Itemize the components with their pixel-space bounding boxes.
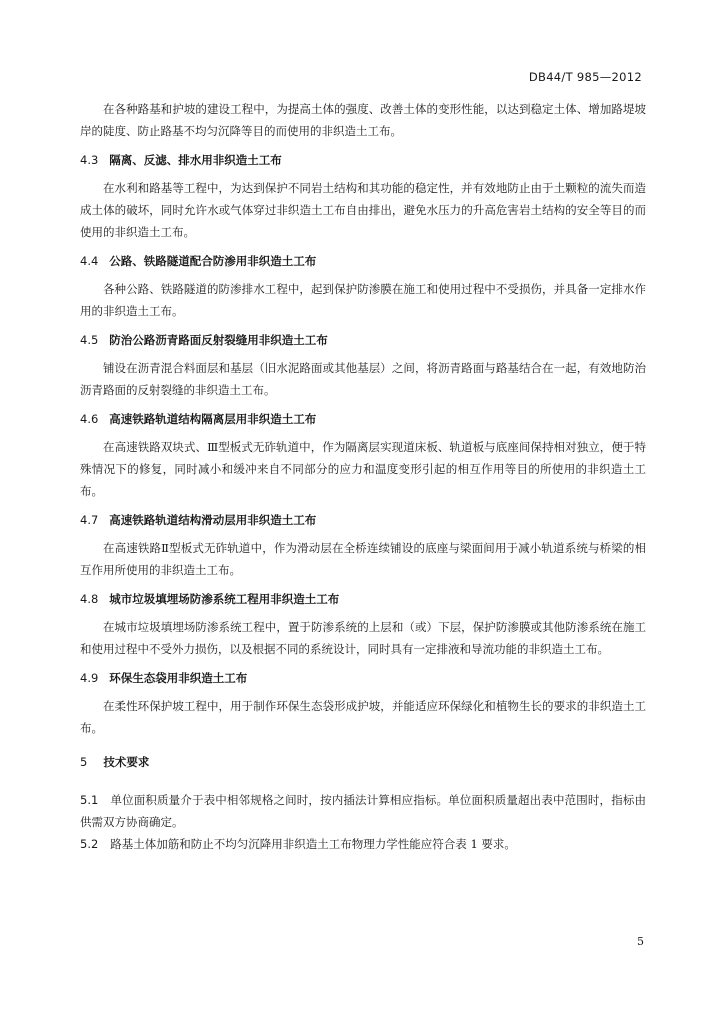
section-title: 城市垃圾填埋场防渗系统工程用非织造土工布 [109,592,340,606]
section-title: 隔离、反滤、排水用非织造土工布 [109,153,282,167]
clause-text: 单位面积质量介于表中相邻规格之间时，按内插法计算相应指标。单位面积质量超出表中范围时，指标由供需双方协商确定。 [80,793,646,829]
section-title: 环保生态袋用非织造土工布 [109,671,248,685]
clause-text: 路基土体加筋和防止不均匀沉降用非织造土工布物理力学性能应符合表 1 要求。 [110,837,516,851]
section-title: 高速铁路轨道结构滑动层用非织造土工布 [109,513,317,527]
document-body [80,98,646,855]
section-heading-4-4 [80,250,646,272]
section-heading-4-7 [80,509,646,531]
section-heading-4-5 [80,329,646,351]
page-number: 5 [637,935,644,948]
section-text-4-3: 在水利和路基等工程中，为达到保护不同岩土结构和其功能的稳定性，并有效地防止由于土颗粒的流失而造成土体的破坏，同时允许水或气体穿过非织造土工布自由排出，避免水压力的升高危害岩土结构的安全等目的而使用的非织造土工布。 [80,181,646,239]
section-text-4-7: 在高速铁路Ⅱ型板式无砟轨道中，作为滑动层在全桥连续铺设的底座与梁面间用于减小轨道系统与桥梁的相互作用所使用的非织造土工布。 [80,541,646,577]
section-title: 防治公路沥青路面反射裂缝用非织造土工布 [109,333,328,347]
section-number: 4.5 [80,333,99,347]
section-number: 4.3 [80,153,99,167]
section-text-4-4: 各种公路、铁路隧道的防渗排水工程中，起到保护防渗膜在施工和使用过程中不受损伤，并具备一定排水作用的非织造土工布。 [80,282,646,318]
section-heading-4-3 [80,149,646,171]
paragraph-4-2-continued: 在各种路基和护坡的建设工程中，为提高土体的强度、改善土体的变形性能，以达到稳定土体、增加路堤坡岸的陡度、防止路基不均匀沉降等目的而使用的非织造土工布。 [80,102,646,138]
chapter-title: 技术要求 [103,755,150,769]
clause-number: 5.2 [80,837,99,851]
section-number: 4.4 [80,254,99,268]
standard-code: DB44/T 985—2012 [528,70,642,84]
section-number: 4.9 [80,671,99,685]
clause-5-1 [80,789,646,833]
section-number: 4.6 [80,412,99,426]
section-number: 4.7 [80,513,99,527]
section-title: 高速铁路轨道结构隔离层用非织造土工布 [109,412,317,426]
section-heading-4-8 [80,588,646,610]
section-number: 4.8 [80,592,99,606]
clause-5-2 [80,833,646,855]
section-heading-4-6 [80,408,646,430]
clause-number: 5.1 [80,793,99,807]
chapter-heading-5 [80,751,646,773]
chapter-number: 5 [80,755,88,769]
section-title: 公路、铁路隧道配合防渗用非织造土工布 [109,254,317,268]
section-heading-4-9 [80,667,646,689]
section-text-4-6: 在高速铁路双块式、Ⅲ型板式无砟轨道中，作为隔离层实现道床板、轨道板与底座间保持相对独立，便于特殊情况下的修复，同时减小和缓冲来自不同部分的应力和温度变形引起的相互作用等目的所使用的非织造土工布。 [80,440,646,498]
section-text-4-9: 在柔性环保护坡工程中，用于制作环保生态袋形成护坡，并能适应环保绿化和植物生长的要求的非织造土工布。 [80,699,646,735]
section-text-4-5: 铺设在沥青混合料面层和基层（旧水泥路面或其他基层）之间，将沥青路面与路基结合在一起，有效地防治沥青路面的反射裂缝的非织造土工布。 [80,361,646,397]
section-text-4-8: 在城市垃圾填埋场防渗系统工程中，置于防渗系统的上层和（或）下层，保护防渗膜或其他防渗系统在施工和使用过程中不受外力损伤，以及根据不同的系统设计，同时具有一定排液和导流功能的非织造土工布。 [80,620,646,656]
